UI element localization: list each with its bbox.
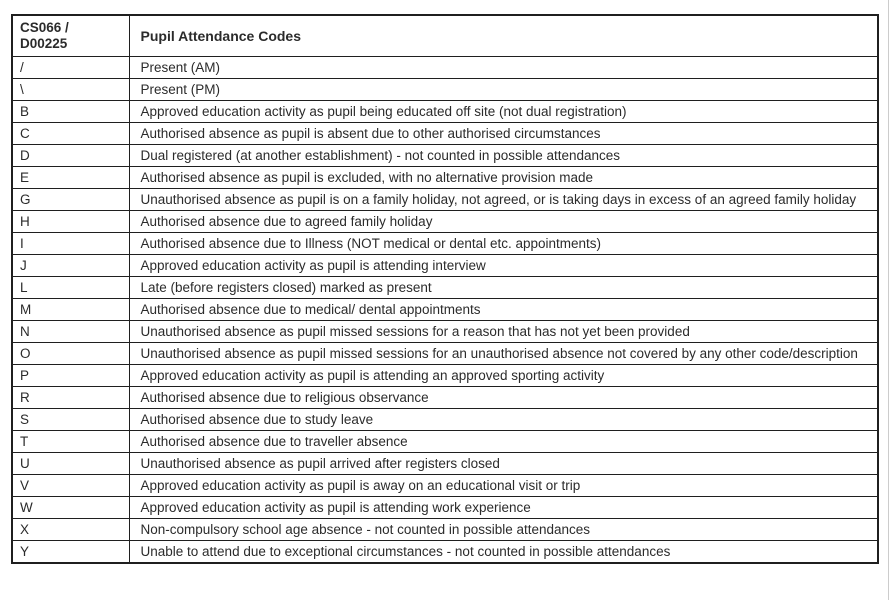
description-cell: Unable to attend due to exceptional circumstances - not counted in possible attendances (129, 541, 878, 564)
description-cell: Authorised absence due to Illness (NOT medical or dental etc. appointments) (129, 233, 878, 255)
table-row (12, 167, 878, 189)
code-cell: U (12, 453, 129, 475)
description-cell: Authorised absence as pupil is excluded, with no alternative provision made (129, 167, 878, 189)
description-cell: Unauthorised absence as pupil is on a family holiday, not agreed, or is taking days in excess of an agreed family holiday (129, 189, 878, 211)
description-cell: Approved education activity as pupil is away on an educational visit or trip (129, 475, 878, 497)
code-cell: V (12, 475, 129, 497)
description-cell: Approved education activity as pupil being educated off site (not dual registration) (129, 101, 878, 123)
table-row (12, 431, 878, 453)
description-cell: Authorised absence due to study leave (129, 409, 878, 431)
table-row (12, 255, 878, 277)
description-cell: Present (AM) (129, 57, 878, 79)
table-row (12, 145, 878, 167)
code-cell: I (12, 233, 129, 255)
header-code-id-line2: D00225 (20, 36, 68, 51)
code-cell: N (12, 321, 129, 343)
description-cell: Unauthorised absence as pupil missed sessions for a reason that has not yet been provided (129, 321, 878, 343)
code-cell: H (12, 211, 129, 233)
table-row (12, 211, 878, 233)
code-cell: P (12, 365, 129, 387)
code-cell: J (12, 255, 129, 277)
code-cell: / (12, 57, 129, 79)
table-row (12, 387, 878, 409)
table-row (12, 343, 878, 365)
table-header-row (12, 15, 878, 57)
code-cell: Y (12, 541, 129, 564)
code-cell: D (12, 145, 129, 167)
code-cell: W (12, 497, 129, 519)
description-cell: Unauthorised absence as pupil missed sessions for an unauthorised absence not covered by any other code/description (129, 343, 878, 365)
table-row (12, 497, 878, 519)
attendance-codes-table (11, 14, 879, 564)
description-cell: Dual registered (at another establishment) - not counted in possible attendances (129, 145, 878, 167)
description-cell: Unauthorised absence as pupil arrived after registers closed (129, 453, 878, 475)
description-cell: Authorised absence due to traveller absence (129, 431, 878, 453)
table-row (12, 475, 878, 497)
description-cell: Authorised absence due to religious observance (129, 387, 878, 409)
description-cell: Approved education activity as pupil is attending an approved sporting activity (129, 365, 878, 387)
table-row (12, 233, 878, 255)
table-row (12, 189, 878, 211)
table-row (12, 123, 878, 145)
table-row (12, 57, 878, 79)
attendance-table-body (12, 57, 878, 564)
scan-edge-artifact (888, 0, 889, 600)
table-row (12, 79, 878, 101)
code-cell: R (12, 387, 129, 409)
table-row (12, 321, 878, 343)
description-cell: Approved education activity as pupil is attending interview (129, 255, 878, 277)
code-cell: L (12, 277, 129, 299)
code-cell: E (12, 167, 129, 189)
description-cell: Authorised absence due to medical/ dental appointments (129, 299, 878, 321)
code-cell: C (12, 123, 129, 145)
table-title: Pupil Attendance Codes (129, 15, 878, 57)
code-cell: X (12, 519, 129, 541)
code-cell: T (12, 431, 129, 453)
code-cell: O (12, 343, 129, 365)
code-cell: S (12, 409, 129, 431)
code-cell: G (12, 189, 129, 211)
description-cell: Non-compulsory school age absence - not counted in possible attendances (129, 519, 878, 541)
table-row (12, 101, 878, 123)
description-cell: Authorised absence due to agreed family holiday (129, 211, 878, 233)
description-cell: Approved education activity as pupil is attending work experience (129, 497, 878, 519)
table-row (12, 453, 878, 475)
description-cell: Authorised absence as pupil is absent due to other authorised circumstances (129, 123, 878, 145)
table-row (12, 277, 878, 299)
header-code-id-cell (12, 15, 129, 57)
table-row (12, 299, 878, 321)
description-cell: Late (before registers closed) marked as present (129, 277, 878, 299)
table-row (12, 541, 878, 564)
code-cell: B (12, 101, 129, 123)
code-cell: \ (12, 79, 129, 101)
table-row (12, 365, 878, 387)
header-code-id-line1: CS066 / (20, 20, 69, 35)
table-row (12, 409, 878, 431)
description-cell: Present (PM) (129, 79, 878, 101)
table-row (12, 519, 878, 541)
code-cell: M (12, 299, 129, 321)
